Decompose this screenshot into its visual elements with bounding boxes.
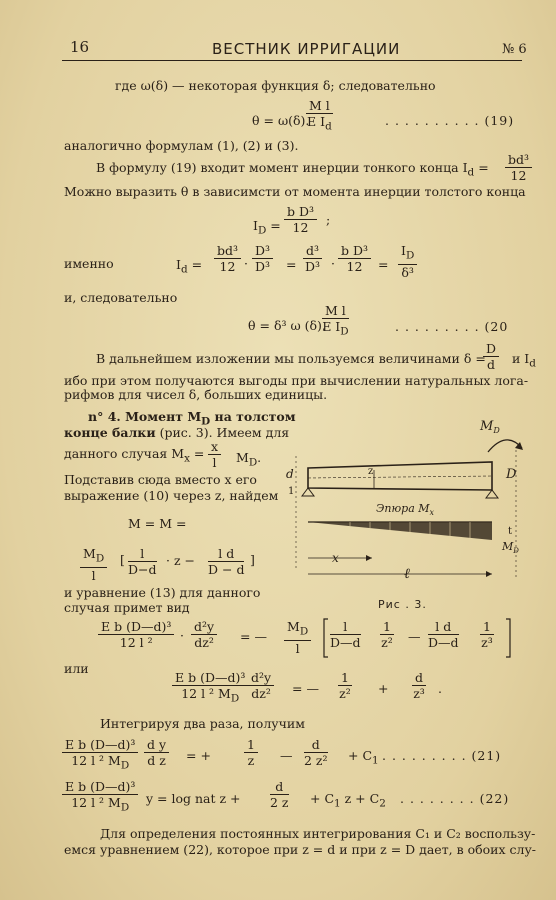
integr-line: Интегрируя два раза, получим (100, 716, 305, 731)
id-lhs-text: I (253, 218, 258, 233)
eqB-f4-den: z³ (413, 686, 425, 701)
issue-number: № 6 (502, 42, 527, 57)
sub-frac-3 (208, 546, 244, 577)
line6-end-text: и I (512, 351, 530, 366)
eq22-f1-den-text: 12 l ² M (71, 795, 121, 810)
eq22-f1-num: E b (D—d)³ (62, 779, 138, 795)
beam-axis (308, 476, 492, 478)
label-d-left: d (286, 467, 294, 481)
eq19-fraction (306, 98, 333, 135)
chain-frac-5 (398, 243, 417, 280)
text-line-3-main: В формулу (19) входит момент инерции тонкого конца I (96, 160, 468, 175)
text-line-7: ибо при этом получаются выгоды при вычислении натуральных лога- (64, 373, 529, 388)
chain-frac-2 (252, 243, 273, 274)
eq21-frac-3 (244, 737, 258, 768)
text-line-3-eq: = (478, 160, 489, 175)
eq21-f1-den-sub: D (120, 759, 130, 772)
chain-f1-den: 12 (219, 259, 236, 274)
line6-denominator: d (487, 357, 496, 372)
eqA-f1-num: E b (D—d)³ (98, 619, 174, 635)
sub-f2-num: l (128, 546, 157, 562)
eq20-fraction (322, 303, 349, 340)
eqA-f3-num-text: M (287, 619, 300, 634)
chain-eq1: = (191, 257, 203, 272)
line6-numerator: D (483, 341, 499, 357)
eq22-const (310, 791, 386, 812)
text-line-12: емся уравнением (22), которое при z = d и при z = D дает, в обоих слу- (64, 842, 537, 857)
eq21-frac-2 (144, 737, 169, 768)
section-4-title-end: на толстом (210, 409, 296, 424)
eqA-f3-den: l (295, 640, 300, 656)
section-4-mx-text: данного случая M (64, 446, 185, 461)
section-4-frac-den: l (212, 455, 217, 470)
sub-bracket-close: ] (250, 552, 255, 567)
ili-label: или (64, 661, 89, 676)
label-md-bot: $M_D$ (502, 540, 519, 555)
eqB-f4-num: d (412, 670, 426, 686)
chain-eq3: = (378, 257, 389, 272)
label-1: 1 (288, 486, 295, 497)
eq21-number: . . . . . . . . . (21) (382, 748, 502, 763)
eq21-f3-den: z (247, 753, 255, 768)
eq22-const-mid: z + C (340, 791, 380, 806)
eq22-number: . . . . . . . . (22) (400, 791, 510, 806)
section-4-line-3 (64, 446, 204, 467)
eqA-bracket-left (322, 618, 330, 658)
section-4-title: n° 4. Момент M (88, 409, 202, 424)
eq22-y: y = log nat z + (146, 791, 241, 806)
section-4-fraction (208, 439, 221, 470)
eqA-f2-num: d²y (191, 619, 217, 635)
eq21-f1-den-text: 12 l ² M (71, 753, 121, 768)
header-rule (62, 60, 522, 61)
epure-area (308, 522, 492, 540)
chain-lhs (176, 257, 202, 278)
text-line-8: рифмов для чисел δ, больших единицы. (64, 387, 328, 402)
sub-bracket-open: [ (120, 552, 125, 567)
eqA-minus: — (408, 629, 421, 644)
sub-f2-den: D−d (128, 562, 157, 577)
section-4-frac-num: x (208, 439, 221, 455)
eqA-f5-den: z² (381, 635, 393, 650)
eqB-frac-2 (248, 670, 274, 701)
chain-f1-num: bd³ (214, 243, 241, 259)
eq21-f1-den (62, 753, 138, 774)
chain-f3-num: d³ (303, 243, 322, 259)
eqA-frac-6 (428, 619, 459, 650)
eqB-f3-num: 1 (338, 670, 352, 686)
sub-mid: · z − (166, 553, 195, 568)
eqA-frac-4 (330, 619, 361, 650)
chain-f5-num-sub: D (405, 249, 415, 262)
id-lhs-sub: D (257, 224, 267, 237)
eqA-frac-3 (284, 619, 311, 656)
eqA-frac-1 (98, 619, 174, 650)
eq19-denominator (306, 114, 333, 135)
id-semicolon: ; (326, 212, 331, 227)
support-right (486, 490, 498, 498)
eqA-f6-den: D—d (428, 635, 459, 650)
section-4-line-5: выражение (10) через z, найдем (64, 488, 279, 503)
eq21-const-text: + C (348, 748, 373, 763)
label-md-top: $M_D$ (480, 419, 500, 435)
text-line-4: Можно выразить θ в зависимсти от момента инерции толстого конца (64, 184, 526, 199)
eq19-lhs: θ = ω(δ). (252, 113, 310, 128)
text-line-1: где ω(δ) — некоторая функция δ; следовательно (115, 78, 436, 93)
eq19-numerator: M l (306, 98, 333, 114)
eqA-eq: = — (240, 629, 267, 644)
text-line-3-sub: d (467, 166, 475, 179)
eqB-frac-3 (338, 670, 352, 701)
eq21-const (348, 748, 379, 769)
eq19-den-sub: d (325, 120, 332, 133)
eq22-f2-num: d (270, 779, 289, 795)
section-4-md-text: M (236, 450, 249, 465)
eq22-f2-den: 2 z (270, 795, 289, 810)
text-line-11: Для определения постоянных интегрирования C₁ и C₂ воспользу- (100, 826, 536, 841)
figure-caption: Рис . 3. (378, 598, 427, 611)
eqB-eq: = — (292, 681, 319, 696)
eqA-frac-5 (380, 619, 394, 650)
section-4-rest: (рис. 3). Имеем для (155, 425, 290, 440)
label-t: t (508, 526, 513, 537)
text-line-6-end (512, 351, 536, 372)
eqB-f1-den-sub: D (230, 692, 240, 705)
eqB-end: . (438, 681, 442, 696)
chain-dot1: · (244, 256, 248, 271)
sub-f1-num-sub: D (95, 552, 105, 565)
chain-frac-4 (338, 243, 371, 274)
label-epure: Эпюра $M_x$ (376, 502, 435, 517)
sub-f1-num-text: M (83, 546, 96, 561)
text-line-10: случая примет вид (64, 600, 190, 615)
eq20-numerator: M l (322, 303, 349, 319)
eqA-f2-den: dz² (194, 635, 214, 650)
eq21-f3-num: 1 (244, 737, 258, 753)
chain-f5-num-text: I (401, 243, 406, 258)
eq21-frac-4 (304, 737, 328, 768)
id-numerator: b D³ (284, 204, 317, 220)
line3-fraction (505, 152, 532, 183)
x-arrowhead (366, 555, 372, 561)
eq21-f4-den: 2 z² (304, 753, 328, 768)
chain-f5-den: δ³ (401, 264, 414, 280)
chain-f2-num: D³ (252, 243, 273, 259)
imenno-label: именно (64, 256, 114, 271)
mx-equality: M = M = (128, 516, 187, 531)
text-line-3 (96, 160, 489, 181)
eq22-f1-den (62, 795, 138, 816)
eq21-f1-num: E b (D—d)³ (62, 737, 138, 753)
eqA-f7-den: z³ (481, 635, 493, 650)
eqA-f4-num: l (330, 619, 361, 635)
line3-denominator: 12 (510, 168, 527, 183)
eqA-f7-num: 1 (480, 619, 494, 635)
id-eq: = (270, 218, 281, 233)
eq21-f4-num: d (304, 737, 328, 753)
line6-fraction (483, 341, 499, 372)
text-line-6: В дальнейшем изложении мы пользуемся величинами δ = (96, 351, 486, 366)
sub-f1-den: l (91, 567, 96, 583)
eqB-frac-4 (412, 670, 426, 701)
chain-lhs-sub: d (180, 263, 188, 276)
eq21-frac-1 (62, 737, 138, 774)
section-4-title-sub: D (201, 415, 211, 428)
journal-title: ВЕСТНИК ИРРИГАЦИИ (212, 40, 401, 58)
eqA-f6-num: l d (428, 619, 459, 635)
section-4-bold: конце балки (64, 425, 156, 440)
eq21-f2-den: d z (147, 753, 166, 768)
id-fraction (284, 204, 317, 235)
eq21-const-sub: 1 (372, 754, 379, 767)
eq21-minus: — (280, 748, 293, 763)
eq20-den-sub: D (340, 325, 349, 338)
eqA-dot: · (180, 628, 184, 643)
eqA-bracket-right (504, 618, 512, 658)
section-4-md (236, 450, 261, 471)
eq21-f2-num: d y (144, 737, 169, 753)
chain-f5-num (398, 243, 417, 265)
label-l: ℓ (404, 566, 410, 582)
sub-f3-den: D − d (208, 562, 245, 577)
figure-3-diagram (270, 410, 556, 590)
eq21-eq: = + (186, 748, 211, 763)
sub-f3-num: l d (208, 546, 244, 562)
chain-lhs-text: I (176, 257, 181, 272)
eq19-number: . . . . . . . . . . (19) (385, 113, 515, 128)
eqA-f1-den: 12 l ² (119, 635, 153, 650)
eqB-f2-num: d²y (248, 670, 274, 686)
eq22-frac-2 (270, 779, 289, 810)
eqA-f3-num-sub: D (299, 625, 309, 638)
eqB-f1-den (172, 686, 248, 707)
eq20-lhs: θ = δ³ ω (δ). (248, 318, 326, 333)
section-4-md-sub: D (248, 456, 258, 469)
eq20-den-text: E I (322, 319, 341, 334)
eq22-const-sub1: 1 (334, 797, 341, 810)
support-left (302, 488, 314, 496)
eq20-number: . . . . . . . . . (20 (395, 319, 509, 334)
eqB-f1-num: E b (D—d)³ (172, 670, 248, 686)
eqB-f3-den: z² (339, 686, 351, 701)
line6-end-sub: d (529, 357, 536, 370)
eqA-frac-2 (191, 619, 217, 650)
section-4-md-dot: . (257, 450, 262, 465)
eqA-f3-num (284, 619, 311, 641)
eqA-f4-den: D—d (330, 635, 361, 650)
label-x: x (332, 551, 339, 565)
chain-f2-den: D³ (255, 259, 271, 274)
section-4-line-2 (64, 425, 289, 440)
eqB-f1-den-text: 12 l ² M (181, 686, 231, 701)
eqA-frac-7 (480, 619, 494, 650)
text-line-5: и, следовательно (64, 290, 178, 305)
l-arrowhead (486, 571, 492, 577)
eqB-f2-den: dz² (251, 686, 271, 701)
sub-frac-1 (80, 546, 107, 583)
eq22-const-text: + C (310, 791, 335, 806)
section-4-line-4: Подставив сюда вместо x его (64, 472, 257, 487)
section-4-mx-sub: x (184, 452, 190, 465)
line3-numerator: bd³ (505, 152, 532, 168)
label-D-right: D (506, 467, 517, 482)
eq19-den-text: E I (307, 114, 326, 129)
eqA-f5-num: 1 (380, 619, 394, 635)
id-denominator: 12 (292, 220, 309, 235)
page-number: 16 (70, 38, 90, 56)
chain-dot2: · (331, 256, 335, 271)
chain-frac-3 (303, 243, 322, 274)
id-lhs (253, 218, 281, 239)
eq20-denominator (322, 319, 349, 340)
chain-f4-den: 12 (346, 259, 363, 274)
eq22-const-sub2: 2 (379, 797, 386, 810)
eq22-frac-1 (62, 779, 138, 816)
chain-f3-den: D³ (304, 259, 321, 274)
sub-f1-num (80, 546, 107, 568)
section-4-mx-eq: = (193, 446, 205, 461)
eqB-frac-1 (172, 670, 248, 707)
text-line-9: и уравнение (13) для данного (64, 585, 261, 600)
chain-f4-num: b D³ (338, 243, 371, 259)
eq22-f1-den-sub: D (120, 801, 130, 814)
eqB-plus: + (378, 681, 389, 696)
text-line-2: аналогично формулам (1), (2) и (3). (64, 138, 299, 153)
label-z: z (368, 466, 374, 477)
sub-frac-2 (128, 546, 157, 577)
chain-eq2: = (286, 257, 297, 272)
chain-frac-1 (214, 243, 241, 274)
